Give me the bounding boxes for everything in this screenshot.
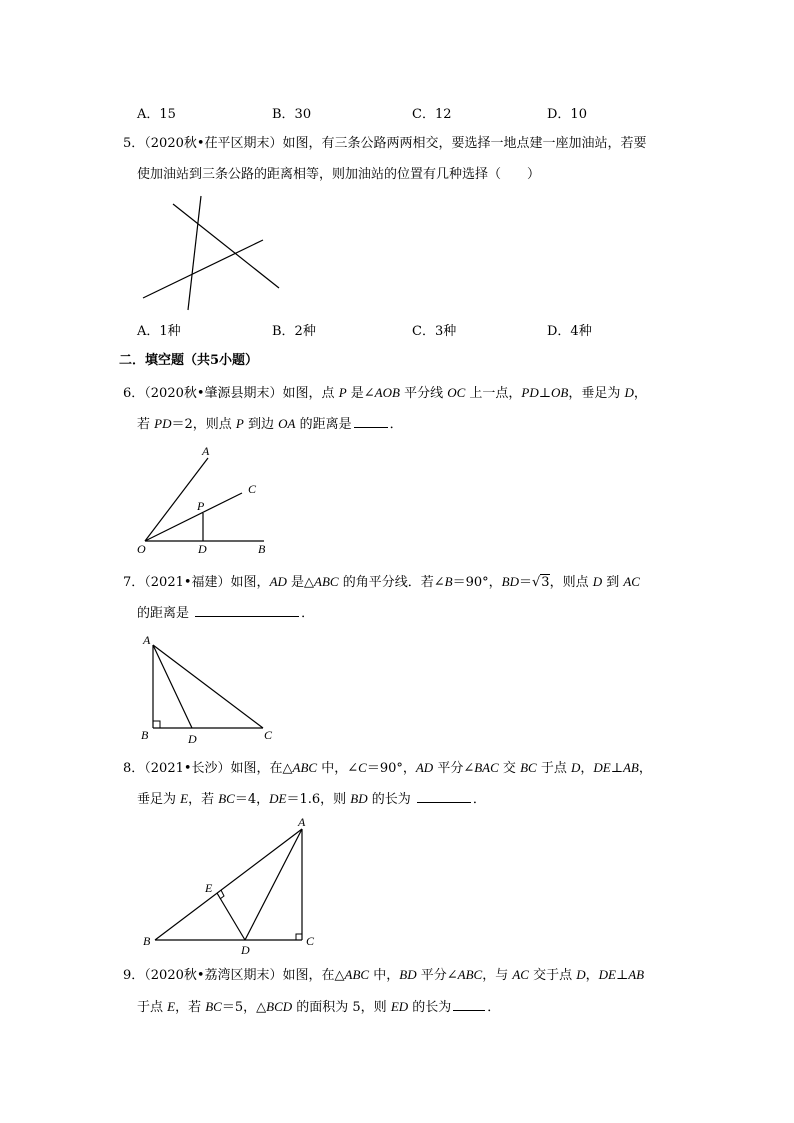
q7-segment-ad <box>153 645 192 728</box>
q8-label-c: C <box>306 934 315 948</box>
q8-label-a: A <box>298 815 306 829</box>
q4-option-a: A．15 <box>137 107 176 122</box>
q8-label-d: D <box>241 943 250 957</box>
q6-figure <box>130 440 280 560</box>
q8-segment-ad <box>245 829 302 940</box>
q6-line-1: 6．（2020秋•肇源县期末）如图，点 P 是∠AOB 平分线 OC 上一点，PD⊥OB，垂足为 D， <box>123 385 647 401</box>
q5-road-3 <box>143 240 263 298</box>
q7-answer-blank[interactable] <box>195 603 299 617</box>
q5-option-c: C．3种 <box>412 324 457 339</box>
q8-label-e: E <box>205 881 213 895</box>
q4-option-d: D．10 <box>547 107 587 122</box>
q9-number: 9． <box>123 968 145 983</box>
q5-option-d: D．4种 <box>547 324 592 339</box>
section-2-heading: 二．填空题（共5小题） <box>119 353 259 368</box>
q5-source: （2020秋•茌平区期末） <box>144 136 283 151</box>
q7-line-1: 7．（2021•福建）如图，AD 是△ABC 的角平分线．若∠B＝90°，BD＝√3，则点 D 到 AC <box>123 574 640 590</box>
q6-label-a: A <box>202 444 210 458</box>
q8-right-angle-mark-e <box>220 890 224 899</box>
q5-options <box>137 320 697 340</box>
q7-label-d: D <box>188 732 197 746</box>
q9-source: （2020秋•荔湾区期末） <box>144 968 283 983</box>
q4-options <box>137 103 697 123</box>
q7-figure <box>135 628 285 748</box>
q8-right-angle-mark-c <box>296 934 302 940</box>
q8-label-b: B <box>143 934 151 948</box>
q8-answer-blank[interactable] <box>417 789 471 803</box>
q6-label-b: B <box>258 542 266 556</box>
q5-figure <box>135 190 295 315</box>
q6-label-p: P <box>197 499 205 513</box>
q6-ray-oc <box>145 493 242 541</box>
q8-line-2: 垂足为 E，若 BC＝4，DE＝1.6，则 BD 的长为 ． <box>137 791 486 807</box>
q7-source: （2021•福建） <box>144 575 231 590</box>
q6-number: 6． <box>123 386 145 401</box>
q7-right-angle-mark <box>153 721 160 728</box>
q7-number: 7． <box>123 575 145 590</box>
q5-number: 5． <box>123 136 145 151</box>
q5-line-1 <box>123 134 647 154</box>
q4-option-b: B．30 <box>272 107 312 122</box>
q6-answer-blank[interactable] <box>354 414 388 428</box>
q9-answer-blank[interactable] <box>453 997 485 1011</box>
q8-segment-de <box>217 893 245 940</box>
q6-label-c: C <box>248 482 257 496</box>
q6-label-o: O <box>137 542 146 556</box>
q9-line-2: 于点 E，若 BC＝5，△BCD 的面积为 5，则 ED 的长为 ． <box>137 999 501 1015</box>
q5-text-1: 如图，有三条公路两两相交，要选择一地点建一座加油站，若要 <box>282 136 647 151</box>
q8-number: 8． <box>123 761 145 776</box>
q7-label-b: B <box>141 728 149 742</box>
q6-label-d: D <box>198 542 207 556</box>
q6-source: （2020秋•肇源县期末） <box>144 386 283 401</box>
q4-option-c: C．12 <box>412 107 452 122</box>
q9-line-1: 9．（2020秋•荔湾区期末）如图，在△ABC 中，BD 平分∠ABC，与 AC 交于点 D，DE⊥AB <box>123 967 645 983</box>
q5-option-a: A．1种 <box>137 324 181 339</box>
q8-side-ab <box>155 829 302 940</box>
q6-line-2: 若 PD＝2，则点 P 到边 OA 的距离是 ． <box>137 416 403 432</box>
q5-option-b: B．2种 <box>272 324 316 339</box>
q5-line-2 <box>137 165 540 185</box>
q8-line-1: 8．（2021•长沙）如图，在△ABC 中，∠C＝90°，AD 平分∠BAC 交 BC 于点 D，DE⊥AB， <box>123 760 652 776</box>
q7-label-a: A <box>143 633 151 647</box>
q8-figure <box>135 812 325 957</box>
q7-label-c: C <box>264 728 273 742</box>
q7-side-ac <box>153 645 263 728</box>
q7-line-2: 的距离是 ． <box>137 603 314 624</box>
q8-source: （2021•长沙） <box>144 761 231 776</box>
q5-road-1 <box>188 196 201 310</box>
q5-text-2: 使加油站到三条公路的距离相等，则加油站的位置有几种选择（ ） <box>137 167 541 182</box>
